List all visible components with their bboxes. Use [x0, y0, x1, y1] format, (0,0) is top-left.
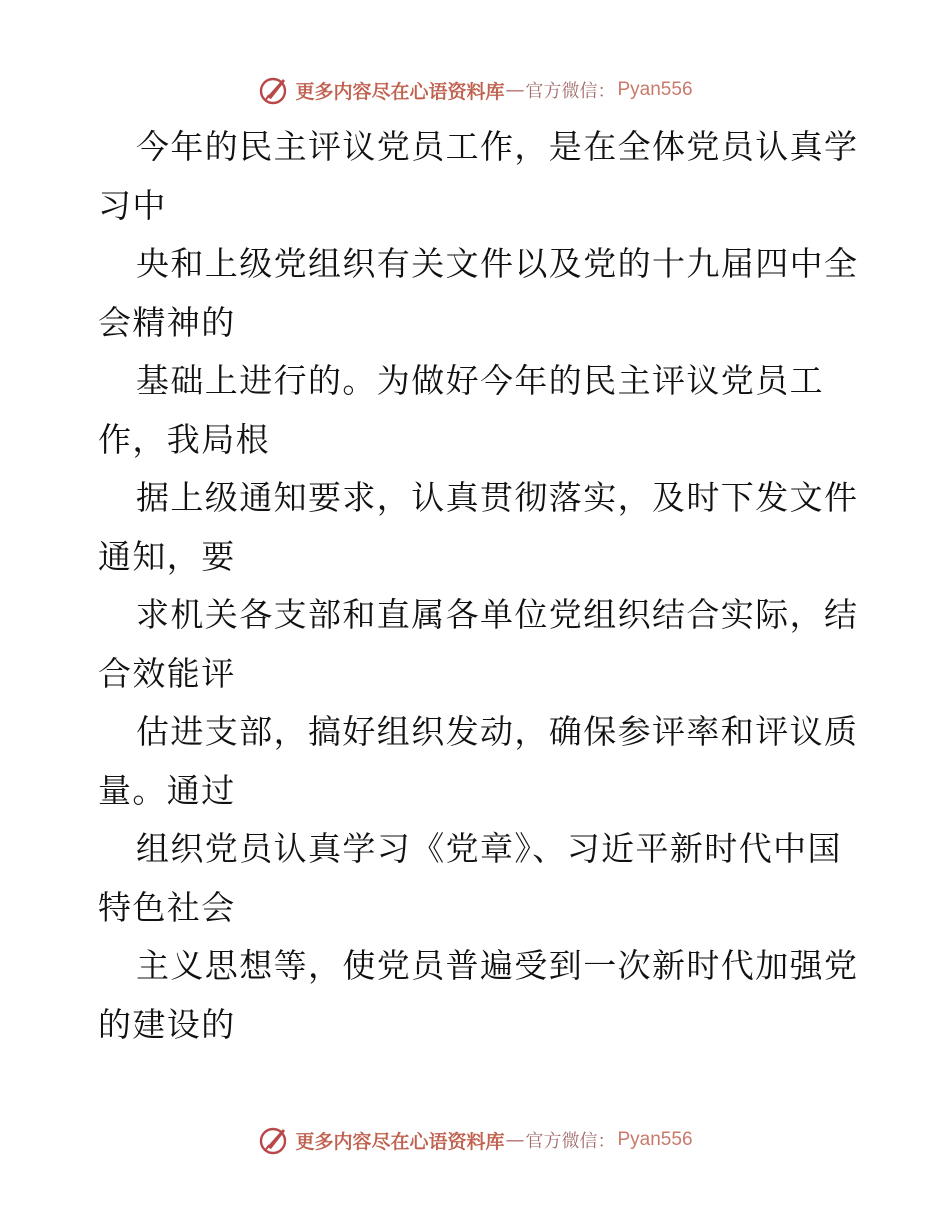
paragraph-line: 会精神的	[98, 302, 236, 342]
paragraph-line: 量。通过	[98, 770, 236, 810]
paragraph	[98, 586, 858, 703]
header-banner	[0, 70, 950, 110]
quill-logo-icon	[257, 1123, 291, 1157]
footer-wechat-label: 官方微信：	[525, 1131, 616, 1152]
paragraph-line: 作，我局根	[98, 419, 270, 459]
footer-banner	[0, 1120, 950, 1160]
paragraph-line: 的建设的	[98, 1004, 236, 1044]
header-wechat-id: Pyan556	[617, 79, 693, 100]
paragraph-line: 估进支部，搞好组织发动，确保参评率和评议质	[136, 712, 859, 751]
paragraph	[98, 352, 858, 469]
quill-logo-icon	[257, 73, 291, 107]
paragraph-line: 求机关各支部和直属各单位党组织结合实际，结	[136, 595, 859, 634]
paragraph-line: 央和上级党组织有关文件以及党的十九届四中全	[136, 244, 859, 283]
paragraph	[98, 937, 858, 1054]
paragraph	[98, 469, 858, 586]
paragraph-line: 基础上进行的。为做好今年的民主评议党员工	[136, 361, 824, 400]
paragraph-line: 主义思想等，使党员普遍受到一次新时代加强党	[136, 946, 859, 985]
document-body	[98, 118, 858, 1054]
header-wechat-label: 官方微信：	[525, 81, 616, 102]
paragraph	[98, 703, 858, 820]
paragraph-line: 合效能评	[98, 653, 236, 693]
paragraph-line: 通知，要	[98, 536, 236, 576]
footer-site-name: 更多内容尽在心语资料库	[295, 1130, 505, 1153]
paragraph-line: 习中	[98, 185, 167, 225]
footer-wechat-id: Pyan556	[617, 1129, 693, 1150]
paragraph-line: 今年的民主评议党员工作，是在全体党员认真学	[136, 127, 859, 166]
header-separator: —	[505, 79, 525, 101]
paragraph	[98, 118, 858, 235]
paragraph-line: 据上级通知要求，认真贯彻落实，及时下发文件	[136, 478, 859, 517]
footer-separator: —	[505, 1129, 525, 1151]
paragraph-line: 组织党员认真学习《党章》、习近平新时代中国	[136, 829, 842, 868]
paragraph	[98, 235, 858, 352]
paragraph	[98, 820, 858, 937]
header-site-name: 更多内容尽在心语资料库	[295, 80, 505, 103]
paragraph-line: 特色社会	[98, 887, 236, 927]
